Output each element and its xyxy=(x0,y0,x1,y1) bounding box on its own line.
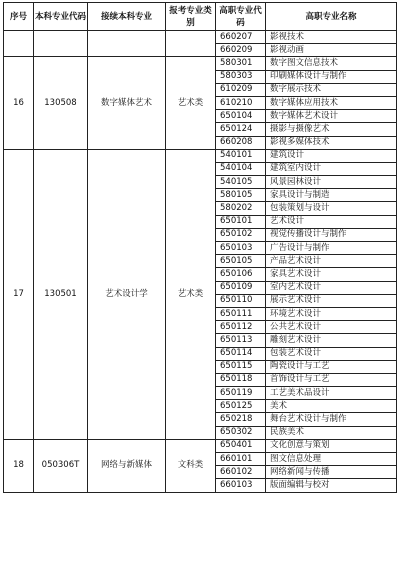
row-vocational-name: 展示艺术设计 xyxy=(266,294,397,307)
row-vocational-code: 610209 xyxy=(216,83,266,96)
row-seq: 16 xyxy=(4,57,34,149)
row-vocational-code: 650103 xyxy=(216,242,266,255)
row-vocational-code: 650124 xyxy=(216,123,266,136)
row-vocational-name: 印刷媒体设计与制作 xyxy=(266,70,397,83)
row-vocational-code: 650106 xyxy=(216,268,266,281)
row-vocational-name: 网络新闻与传播 xyxy=(266,466,397,479)
row-vocational-code: 650105 xyxy=(216,255,266,268)
row-vocational-name: 数字媒体艺术设计 xyxy=(266,110,397,123)
row-seq: 17 xyxy=(4,149,34,439)
row-vocational-name: 工艺美术品设计 xyxy=(266,387,397,400)
row-vocational-code: 650125 xyxy=(216,400,266,413)
row-vocational-code: 660209 xyxy=(216,44,266,57)
row-vocational-name: 影视多媒体技术 xyxy=(266,136,397,149)
row-vocational-name: 艺术设计 xyxy=(266,215,397,228)
row-vocational-name: 建筑室内设计 xyxy=(266,162,397,175)
row-seq xyxy=(4,31,34,57)
table-row xyxy=(4,439,397,452)
header-bachelor-code: 本科专业代码 xyxy=(34,3,88,31)
header-vocational-name: 高职专业名称 xyxy=(266,3,397,31)
row-bachelor-major: 网络与新媒体 xyxy=(88,439,166,492)
row-vocational-name: 数字展示技术 xyxy=(266,83,397,96)
header-exam-category: 报考专业类别 xyxy=(166,3,216,31)
row-vocational-code: 610210 xyxy=(216,96,266,109)
row-vocational-name: 图文信息处理 xyxy=(266,453,397,466)
row-vocational-code: 650115 xyxy=(216,360,266,373)
row-vocational-code: 650101 xyxy=(216,215,266,228)
row-vocational-code: 650112 xyxy=(216,321,266,334)
row-vocational-code: 650114 xyxy=(216,347,266,360)
row-vocational-code: 650111 xyxy=(216,307,266,320)
row-exam-category xyxy=(166,31,216,57)
row-vocational-name: 摄影与摄像艺术 xyxy=(266,123,397,136)
row-vocational-name: 美术 xyxy=(266,400,397,413)
row-vocational-name: 包装艺术设计 xyxy=(266,347,397,360)
row-vocational-code: 650109 xyxy=(216,281,266,294)
row-bachelor-major xyxy=(88,31,166,57)
table-row xyxy=(4,31,397,44)
header-vocational-code: 高职专业代码 xyxy=(216,3,266,31)
row-vocational-name: 舞台艺术设计与制作 xyxy=(266,413,397,426)
row-vocational-name: 首饰设计与工艺 xyxy=(266,373,397,386)
row-bachelor-code: 130501 xyxy=(34,149,88,439)
row-vocational-name: 风景园林设计 xyxy=(266,176,397,189)
row-vocational-code: 660208 xyxy=(216,136,266,149)
row-vocational-name: 版面编辑与校对 xyxy=(266,479,397,492)
row-vocational-code: 660101 xyxy=(216,453,266,466)
row-vocational-code: 650110 xyxy=(216,294,266,307)
row-vocational-name: 包装策划与设计 xyxy=(266,202,397,215)
row-vocational-code: 580301 xyxy=(216,57,266,70)
row-bachelor-code: 130508 xyxy=(34,57,88,149)
major-mapping-table xyxy=(3,2,397,493)
row-vocational-code: 650104 xyxy=(216,110,266,123)
row-vocational-name: 环境艺术设计 xyxy=(266,307,397,320)
table-body xyxy=(4,31,397,493)
document-page xyxy=(3,2,397,493)
table-row xyxy=(4,149,397,162)
row-vocational-code: 540101 xyxy=(216,149,266,162)
row-vocational-code: 580105 xyxy=(216,189,266,202)
row-vocational-code: 650113 xyxy=(216,334,266,347)
row-seq: 18 xyxy=(4,439,34,492)
table-row xyxy=(4,57,397,70)
row-vocational-name: 室内艺术设计 xyxy=(266,281,397,294)
row-vocational-code: 650401 xyxy=(216,439,266,452)
row-vocational-name: 影视动画 xyxy=(266,44,397,57)
row-exam-category: 艺术类 xyxy=(166,149,216,439)
row-vocational-name: 家具设计与制造 xyxy=(266,189,397,202)
row-vocational-name: 数字图文信息技术 xyxy=(266,57,397,70)
row-vocational-code: 660102 xyxy=(216,466,266,479)
row-exam-category: 文科类 xyxy=(166,439,216,492)
row-vocational-name: 民族美术 xyxy=(266,426,397,439)
row-vocational-name: 产品艺术设计 xyxy=(266,255,397,268)
row-vocational-name: 文化创意与策划 xyxy=(266,439,397,452)
row-vocational-code: 650218 xyxy=(216,413,266,426)
row-vocational-name: 家具艺术设计 xyxy=(266,268,397,281)
row-vocational-name: 雕刻艺术设计 xyxy=(266,334,397,347)
row-vocational-code: 650102 xyxy=(216,228,266,241)
row-bachelor-code: 050306T xyxy=(34,439,88,492)
row-vocational-code: 660207 xyxy=(216,31,266,44)
row-vocational-code: 650302 xyxy=(216,426,266,439)
header-bachelor-major: 接续本科专业 xyxy=(88,3,166,31)
row-vocational-code: 660103 xyxy=(216,479,266,492)
row-bachelor-major: 数字媒体艺术 xyxy=(88,57,166,149)
row-vocational-code: 580303 xyxy=(216,70,266,83)
row-vocational-name: 影视技术 xyxy=(266,31,397,44)
row-vocational-name: 公共艺术设计 xyxy=(266,321,397,334)
row-bachelor-major: 艺术设计学 xyxy=(88,149,166,439)
row-vocational-name: 数字媒体应用技术 xyxy=(266,96,397,109)
row-bachelor-code xyxy=(34,31,88,57)
table-header-row xyxy=(4,3,397,31)
row-vocational-name: 陶瓷设计与工艺 xyxy=(266,360,397,373)
row-vocational-code: 540104 xyxy=(216,162,266,175)
row-vocational-code: 650118 xyxy=(216,373,266,386)
row-vocational-name: 建筑设计 xyxy=(266,149,397,162)
row-vocational-name: 广告设计与制作 xyxy=(266,242,397,255)
row-exam-category: 艺术类 xyxy=(166,57,216,149)
row-vocational-name: 视觉传播设计与制作 xyxy=(266,228,397,241)
header-seq: 序号 xyxy=(4,3,34,31)
row-vocational-code: 580202 xyxy=(216,202,266,215)
row-vocational-code: 540105 xyxy=(216,176,266,189)
row-vocational-code: 650119 xyxy=(216,387,266,400)
